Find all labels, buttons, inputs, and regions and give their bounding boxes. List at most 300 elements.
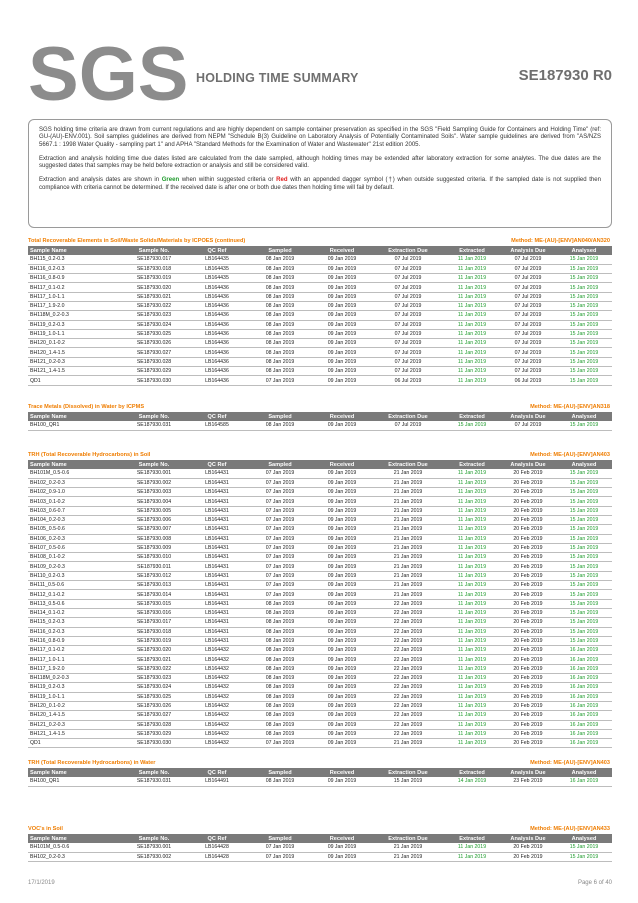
page-header [0,0,638,117]
table-cell: BH104_0.2-0.3 [28,515,122,524]
red-keyword: Red [276,177,288,184]
table-cell: BH121_0.2-0.3 [28,720,122,729]
column-header: Sampled [248,768,312,777]
table-cell: 08 Jan 2019 [248,357,312,366]
holding-time-table [28,412,612,431]
table-row [28,590,612,599]
table-cell: 07 Jul 2019 [372,329,444,338]
table-cell: 09 Jan 2019 [312,618,372,627]
table-cell: 09 Jan 2019 [312,348,372,357]
table-cell: 08 Jan 2019 [248,421,312,430]
table-cell: BH108_0.1-0.2 [28,553,122,562]
table-cell: 07 Jul 2019 [372,274,444,283]
table-cell: SE187930.029 [122,367,186,376]
table-cell: 09 Jan 2019 [312,367,372,376]
table-cell: LB164431 [186,506,248,515]
intro-paragraph-2: Extraction and analysis holding time due dates listed are calculated from the date sampled, although holding times may be extended after laboratory extraction for some analytes. The due dates are the suggested dates that samples may be held before extraction or analysis and still be considered valid. [39,155,601,170]
table-cell: 09 Jan 2019 [312,478,372,487]
table-row [28,301,612,310]
table-cell: 09 Jan 2019 [312,329,372,338]
table-cell: BH103_0.6-0.7 [28,506,122,515]
column-header: Sampled [248,246,312,255]
table-cell: 20 Feb 2019 [500,590,556,599]
table-cell: 07 Jul 2019 [500,348,556,357]
table-cell: 15 Jan 2019 [556,339,612,348]
table-cell: LB164432 [186,646,248,655]
table-row [28,599,612,608]
table-cell: 16 Jan 2019 [556,655,612,664]
column-header: Extraction Due [372,768,444,777]
table-cell: 15 Jan 2019 [556,301,612,310]
holding-time-criteria-note [28,119,612,228]
holding-time-table [28,768,612,787]
table-cell: 07 Jan 2019 [248,571,312,580]
table-row [28,608,612,617]
column-header: Sample No. [122,412,186,421]
table-cell: 11 Jan 2019 [444,571,500,580]
table-row [28,683,612,692]
table-row [28,348,612,357]
column-header: Received [312,768,372,777]
column-header: Sample No. [122,834,186,843]
table-cell: 09 Jan 2019 [312,664,372,673]
table-cell: 07 Jul 2019 [500,421,556,430]
table-cell: 20 Feb 2019 [500,683,556,692]
column-header: Analysis Due [500,412,556,421]
table-cell: LB164431 [186,627,248,636]
table-cell: 11 Jan 2019 [444,852,500,861]
table-cell: BH116_0.2-0.3 [28,264,122,273]
table-cell: 21 Jan 2019 [372,739,444,748]
table-cell: 07 Jul 2019 [372,264,444,273]
table-cell: 15 Jan 2019 [556,469,612,478]
table-header-row [28,834,612,843]
column-header: Sampled [248,412,312,421]
table-row [28,562,612,571]
table-cell: 09 Jan 2019 [312,488,372,497]
column-header: Sample Name [28,412,122,421]
table-cell: LB164432 [186,692,248,701]
table-cell: 20 Feb 2019 [500,506,556,515]
table-cell: BH101M_0.5-0.6 [28,843,122,852]
table-cell: SE187930.025 [122,329,186,338]
intro-paragraph-1: SGS holding time criteria are drawn from current regulations and are highly dependent on sample container preservation as specified in the SGS "Field Sampling Guide for Containers and Holding Time" (ref: GU-(AU)-ENV.001). Soil samples guidelines are derived from NEPM "Schedule B(3) Guideline on Laboratory Analysis of Potentially Contaminated Soils". Water sample guidelines are derived from "AS/NZS 5667.1 : 1998 Water Quality - sampling part 1" and APHA "Standard Methods for the Examination of Water and Wastewater" 21st edition 2005. [39,127,601,148]
column-header: Analysis Due [500,768,556,777]
table-cell: 11 Jan 2019 [444,636,500,645]
table-cell: 15 Jan 2019 [556,348,612,357]
table-cell: 21 Jan 2019 [372,553,444,562]
table-cell: BH119_1.0-1.1 [28,692,122,701]
table-cell: 15 Jan 2019 [556,608,612,617]
table-cell: BH121_0.2-0.3 [28,357,122,366]
table-cell: BH109_0.2-0.3 [28,562,122,571]
section-1 [28,237,612,386]
table-cell: SE187930.022 [122,664,186,673]
table-cell: LB164432 [186,720,248,729]
table-cell: 11 Jan 2019 [444,376,500,385]
section-2 [28,403,612,431]
table-cell: 08 Jan 2019 [248,711,312,720]
table-cell: SE187930.008 [122,534,186,543]
table-cell: LB164432 [186,674,248,683]
table-cell: 20 Feb 2019 [500,692,556,701]
table-cell: 11 Jan 2019 [444,525,500,534]
table-cell: BH100_QR1 [28,777,122,786]
table-cell: 08 Jan 2019 [248,627,312,636]
table-cell: 11 Jan 2019 [444,664,500,673]
table-cell: 15 Jan 2019 [556,320,612,329]
table-cell: 11 Jan 2019 [444,497,500,506]
table-row [28,720,612,729]
table-row [28,777,612,786]
table-cell: 07 Jul 2019 [500,339,556,348]
table-cell: 22 Jan 2019 [372,711,444,720]
table-cell: 06 Jul 2019 [500,376,556,385]
intro-paragraph-3 [39,177,601,192]
table-cell: 09 Jan 2019 [312,301,372,310]
table-cell: 07 Jul 2019 [372,421,444,430]
table-cell: 16 Jan 2019 [556,674,612,683]
table-cell: 09 Jan 2019 [312,581,372,590]
table-cell: 07 Jul 2019 [500,283,556,292]
table-cell: 07 Jul 2019 [372,292,444,301]
table-cell: SE187930.001 [122,843,186,852]
table-cell: 20 Feb 2019 [500,729,556,738]
table-cell: SE187930.016 [122,608,186,617]
table-cell: SE187930.031 [122,421,186,430]
sgs-logo [28,32,189,117]
table-cell: 11 Jan 2019 [444,339,500,348]
column-header: Sample No. [122,768,186,777]
table-cell: 22 Jan 2019 [372,627,444,636]
table-row [28,692,612,701]
table-cell: LB164431 [186,488,248,497]
table-cell: 15 Jan 2019 [556,376,612,385]
table-cell: SE187930.028 [122,720,186,729]
report-number: SE187930 R0 [518,67,612,84]
column-header: Extracted [444,834,500,843]
table-cell: 08 Jan 2019 [248,655,312,664]
table-cell: 07 Jan 2019 [248,553,312,562]
table-cell: 11 Jan 2019 [444,646,500,655]
column-header: Analysed [556,834,612,843]
table-cell: 11 Jan 2019 [444,674,500,683]
table-cell: 11 Jan 2019 [444,562,500,571]
table-cell: 15 Jan 2019 [556,562,612,571]
table-row [28,655,612,664]
table-cell: LB164435 [186,255,248,264]
table-cell: 09 Jan 2019 [312,720,372,729]
table-cell: 11 Jan 2019 [444,534,500,543]
table-cell: 20 Feb 2019 [500,581,556,590]
table-cell: 09 Jan 2019 [312,692,372,701]
table-cell: 11 Jan 2019 [444,843,500,852]
table-cell: 09 Jan 2019 [312,739,372,748]
table-cell: SE187930.002 [122,478,186,487]
table-cell: SE187930.002 [122,852,186,861]
table-cell: 09 Jan 2019 [312,627,372,636]
column-header: Received [312,834,372,843]
table-cell: BH120_0.1-0.2 [28,339,122,348]
section-title: TRH (Total Recoverable Hydrocarbons) in Water [28,760,156,766]
table-cell: 11 Jan 2019 [444,292,500,301]
table-cell: 11 Jan 2019 [444,506,500,515]
table-cell: LB164432 [186,729,248,738]
table-cell: 09 Jan 2019 [312,599,372,608]
table-cell: SE187930.019 [122,636,186,645]
table-cell: 07 Jul 2019 [500,264,556,273]
table-cell: BH102_0.9-1.0 [28,488,122,497]
table-cell: 15 Jan 2019 [556,329,612,338]
table-cell: SE187930.005 [122,506,186,515]
table-cell: LB164431 [186,525,248,534]
table-header-row [28,768,612,777]
table-cell: 08 Jan 2019 [248,720,312,729]
table-cell: 09 Jan 2019 [312,701,372,710]
table-cell: 20 Feb 2019 [500,674,556,683]
table-cell: 15 Jan 2019 [556,534,612,543]
table-cell: 21 Jan 2019 [372,590,444,599]
table-cell: 09 Jan 2019 [312,534,372,543]
table-cell: SE187930.027 [122,711,186,720]
table-cell: LB164432 [186,683,248,692]
table-row [28,506,612,515]
table-cell: 21 Jan 2019 [372,506,444,515]
table-cell: 07 Jan 2019 [248,497,312,506]
table-cell: 07 Jul 2019 [372,255,444,264]
table-cell: 15 Jan 2019 [556,599,612,608]
table-cell: 09 Jan 2019 [312,357,372,366]
section-header [28,759,612,768]
column-header: Analysed [556,768,612,777]
table-cell: 08 Jan 2019 [248,274,312,283]
table-cell: SE187930.020 [122,646,186,655]
table-cell: 15 Jan 2019 [556,618,612,627]
table-cell: 22 Jan 2019 [372,664,444,673]
table-cell: LB164432 [186,711,248,720]
table-row [28,320,612,329]
column-header: Extraction Due [372,412,444,421]
table-cell: 07 Jul 2019 [500,301,556,310]
table-cell: 11 Jan 2019 [444,543,500,552]
table-cell: BH119_0.2-0.3 [28,683,122,692]
section-header [28,451,612,460]
table-row [28,843,612,852]
table-cell: LB164431 [186,562,248,571]
table-cell: 09 Jan 2019 [312,590,372,599]
table-cell: 11 Jan 2019 [444,553,500,562]
table-cell: QD1 [28,376,122,385]
table-cell: 07 Jan 2019 [248,488,312,497]
table-cell: 15 Jan 2019 [556,311,612,320]
table-row [28,376,612,385]
table-cell: 15 Jan 2019 [556,497,612,506]
table-row [28,711,612,720]
table-cell: LB164431 [186,581,248,590]
table-cell: 07 Jul 2019 [500,274,556,283]
column-header: Analysis Due [500,246,556,255]
table-cell: BH106_0.2-0.3 [28,534,122,543]
table-cell: 09 Jan 2019 [312,515,372,524]
table-cell: 11 Jan 2019 [444,692,500,701]
table-cell: SE187930.015 [122,599,186,608]
table-cell: BH121_1.4-1.5 [28,729,122,738]
table-cell: 08 Jan 2019 [248,367,312,376]
section-title: VOC's in Soil [28,826,63,832]
table-cell: 11 Jan 2019 [444,301,500,310]
table-cell: 08 Jan 2019 [248,292,312,301]
table-cell: BH110_0.2-0.3 [28,571,122,580]
table-cell: 15 Jan 2019 [556,421,612,430]
table-cell: 09 Jan 2019 [312,292,372,301]
table-cell: SE187930.001 [122,469,186,478]
table-cell: SE187930.014 [122,590,186,599]
table-cell: 11 Jan 2019 [444,590,500,599]
table-cell: 09 Jan 2019 [312,683,372,692]
table-cell: 07 Jan 2019 [248,478,312,487]
section-title: Trace Metals (Dissolved) in Water by ICPMS [28,404,145,410]
table-cell: 07 Jul 2019 [372,301,444,310]
table-cell: 20 Feb 2019 [500,701,556,710]
table-cell: 09 Jan 2019 [312,711,372,720]
table-cell: BH118M_0.2-0.3 [28,674,122,683]
table-cell: 09 Jan 2019 [312,264,372,273]
table-cell: 20 Feb 2019 [500,515,556,524]
column-header: Sample No. [122,246,186,255]
table-cell: 22 Jan 2019 [372,599,444,608]
table-cell: SE187930.025 [122,692,186,701]
table-cell: LB164436 [186,301,248,310]
table-cell: 20 Feb 2019 [500,655,556,664]
intro-p3-part-c: with an appended dagger symbol (†) when outside suggested criteria. If the sampled date is not supplied then compliance with criteria cannot be determined. If the received date is after one or both due dates then holding time will fail by default. [39,177,602,191]
table-cell: 07 Jan 2019 [248,515,312,524]
table-cell: 07 Jul 2019 [500,320,556,329]
table-cell: SE187930.023 [122,311,186,320]
table-cell: BH116_0.2-0.3 [28,627,122,636]
section-method: Method: ME-(AU)-[ENV]AN403 [530,760,610,766]
table-row [28,646,612,655]
green-keyword: Green [161,177,180,184]
table-cell: SE187930.030 [122,739,186,748]
column-header: Extracted [444,246,500,255]
table-cell: 07 Jul 2019 [372,320,444,329]
holding-time-table [28,834,612,862]
table-cell: SE187930.018 [122,627,186,636]
column-header: Analysis Due [500,834,556,843]
column-header: Sampled [248,834,312,843]
section-5 [28,825,612,862]
table-cell: LB164431 [186,515,248,524]
table-cell: 08 Jan 2019 [248,729,312,738]
table-cell: 20 Feb 2019 [500,488,556,497]
table-cell: BH117_1.9-2.0 [28,664,122,673]
table-cell: 11 Jan 2019 [444,469,500,478]
table-cell: 15 Jan 2019 [556,581,612,590]
table-row [28,339,612,348]
column-header: Analysis Due [500,460,556,469]
table-cell: 15 Jan 2019 [444,421,500,430]
table-cell: 07 Jul 2019 [372,348,444,357]
table-cell: 21 Jan 2019 [372,581,444,590]
section-4 [28,759,612,787]
table-cell: BH112_0.1-0.2 [28,590,122,599]
table-cell: BH116_0.8-0.9 [28,274,122,283]
table-cell: 07 Jan 2019 [248,534,312,543]
column-header: Received [312,412,372,421]
table-cell: SE187930.027 [122,348,186,357]
table-row [28,255,612,264]
column-header: Received [312,246,372,255]
table-cell: LB164431 [186,599,248,608]
table-cell: 20 Feb 2019 [500,739,556,748]
table-cell: 08 Jan 2019 [248,608,312,617]
table-cell: 09 Jan 2019 [312,843,372,852]
table-cell: 22 Jan 2019 [372,701,444,710]
table-cell: SE187930.030 [122,376,186,385]
table-cell: SE187930.013 [122,581,186,590]
column-header: QC Ref [186,460,248,469]
table-cell: 08 Jan 2019 [248,701,312,710]
table-cell: 11 Jan 2019 [444,478,500,487]
table-cell: 15 Jan 2019 [556,274,612,283]
table-cell: 07 Jan 2019 [248,562,312,571]
table-cell: 20 Feb 2019 [500,571,556,580]
table-cell: 22 Jan 2019 [372,655,444,664]
column-header: Extracted [444,768,500,777]
column-header: QC Ref [186,768,248,777]
table-cell: LB164436 [186,376,248,385]
table-cell: 07 Jul 2019 [500,311,556,320]
table-cell: 11 Jan 2019 [444,581,500,590]
table-row [28,525,612,534]
table-cell: SE187930.010 [122,553,186,562]
table-cell: 11 Jan 2019 [444,608,500,617]
table-row [28,701,612,710]
table-cell: 16 Jan 2019 [556,711,612,720]
column-header: Extraction Due [372,834,444,843]
table-cell: 09 Jan 2019 [312,543,372,552]
table-cell: 08 Jan 2019 [248,329,312,338]
table-cell: 22 Jan 2019 [372,618,444,627]
table-cell: 09 Jan 2019 [312,274,372,283]
table-cell: 09 Jan 2019 [312,376,372,385]
table-cell: LB164432 [186,655,248,664]
column-header: Extraction Due [372,460,444,469]
table-cell: 09 Jan 2019 [312,553,372,562]
table-cell: 16 Jan 2019 [556,777,612,786]
table-cell: 21 Jan 2019 [372,469,444,478]
svg-text:SGS: SGS [28,32,189,117]
table-cell: 21 Jan 2019 [372,543,444,552]
table-cell: LB164431 [186,497,248,506]
table-cell: LB164431 [186,553,248,562]
table-cell: LB164436 [186,320,248,329]
table-cell: 09 Jan 2019 [312,469,372,478]
table-cell: SE187930.020 [122,283,186,292]
table-cell: 08 Jan 2019 [248,599,312,608]
table-cell: 20 Feb 2019 [500,525,556,534]
table-cell: LB164436 [186,283,248,292]
table-cell: 16 Jan 2019 [556,701,612,710]
table-cell: 07 Jan 2019 [248,525,312,534]
column-header: Extracted [444,460,500,469]
table-cell: 08 Jan 2019 [248,618,312,627]
table-cell: SE187930.009 [122,543,186,552]
table-cell: 08 Jan 2019 [248,311,312,320]
table-cell: 11 Jan 2019 [444,739,500,748]
column-header: Sample Name [28,460,122,469]
table-row [28,367,612,376]
